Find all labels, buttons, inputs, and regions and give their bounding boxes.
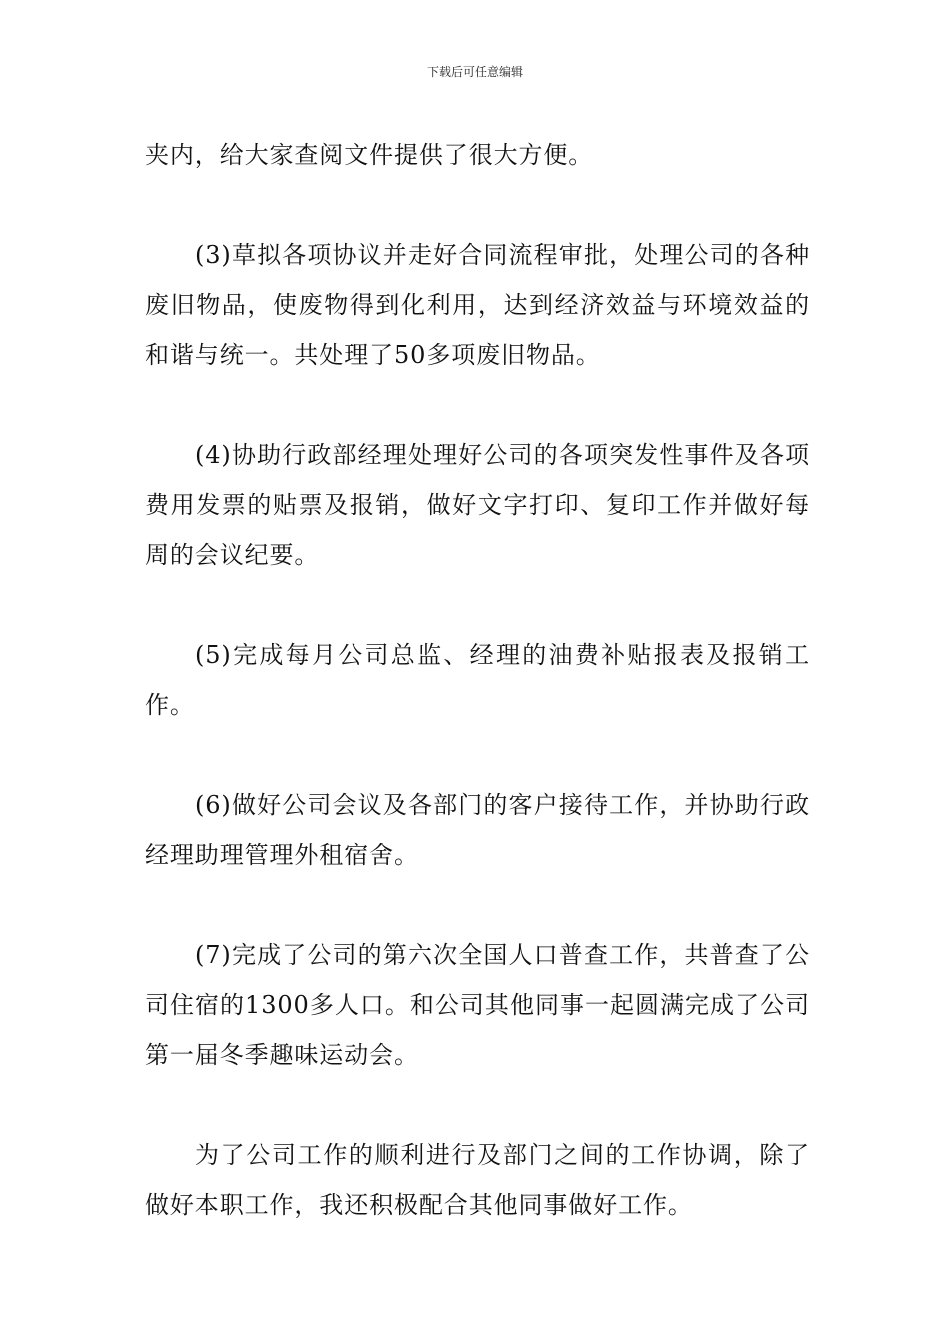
paragraph-gap (145, 580, 810, 630)
paragraph-item-4: (4)协助行政部经理处理好公司的各项突发性事件及各项费用发票的贴票及报销，做好文字打印、复印工作并做好每周的会议纪要。 (145, 441, 810, 569)
paragraph-item-5: (5)完成每月公司总监、经理的油费补贴报表及报销工作。 (145, 641, 810, 719)
paragraph-gap (145, 180, 810, 230)
document-body (145, 130, 810, 1230)
paragraph-gap (145, 380, 810, 430)
paragraph-item-7: (7)完成了公司的第六次全国人口普查工作，共普查了公司住宿的1300多人口。和公司其他同事一起圆满完成了公司第一届冬季趣味运动会。 (145, 941, 810, 1069)
paragraph-gap (145, 730, 810, 780)
paragraph-item-3: (3)草拟各项协议并走好合同流程审批，处理公司的各种废旧物品，使废物得到化利用，达到经济效益与环境效益的和谐与统一。共处理了50多项废旧物品。 (145, 241, 810, 369)
paragraph-continuation: 夹内，给大家查阅文件提供了很大方便。 (145, 141, 594, 169)
paragraph-gap (145, 880, 810, 930)
paragraph-conclusion: 为了公司工作的顺利进行及部门之间的工作协调，除了做好本职工作，我还积极配合其他同事做好工作。 (145, 1141, 810, 1219)
paragraph-item-6: (6)做好公司会议及各部门的客户接待工作，并协助行政经理助理管理外租宿舍。 (145, 791, 810, 869)
paragraph-gap (145, 1080, 810, 1130)
page-header: 下载后可任意编辑 (426, 65, 523, 79)
